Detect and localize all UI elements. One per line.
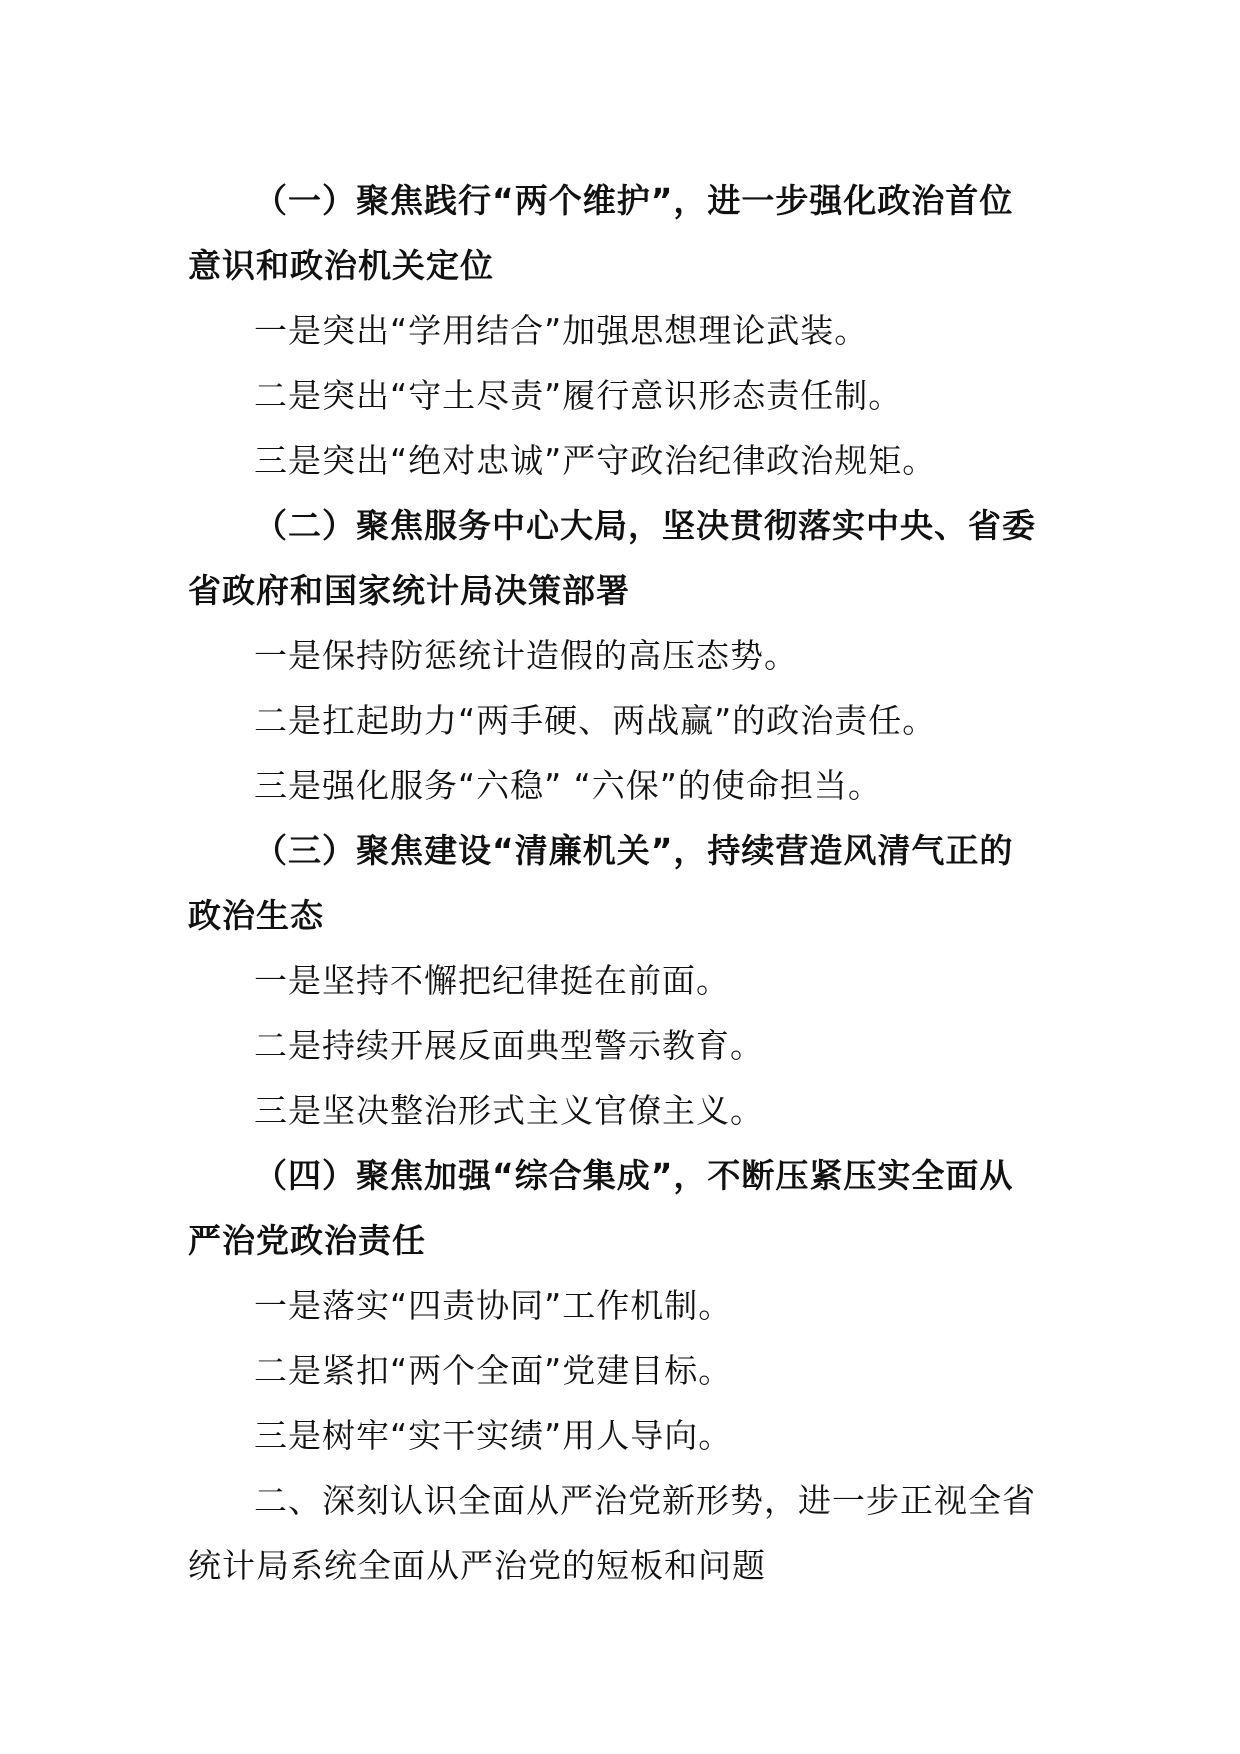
heading-1-line-1: （一）聚焦践行“两个维护”，进一步强化政治首位 bbox=[254, 181, 1014, 220]
item-4-3: 三是树牢“实干实绩”用人导向。 bbox=[254, 1416, 733, 1455]
item-3-3: 三是坚决整治形式主义官僚主义。 bbox=[254, 1091, 764, 1130]
document-body bbox=[188, 168, 1056, 1598]
heading-2-line-1: （二）聚焦服务中心大局，坚决贯彻落实中央、省委 bbox=[254, 506, 1036, 545]
heading-3-line-2: 政治生态 bbox=[188, 896, 324, 935]
heading-3-line-1: （三）聚焦建设“清廉机关”，持续营造风清气正的 bbox=[254, 831, 1014, 870]
heading-4-line-1: （四）聚焦加强“综合集成”，不断压紧压实全面从 bbox=[254, 1156, 1014, 1195]
item-3-2: 二是持续开展反面典型警示教育。 bbox=[254, 1026, 764, 1065]
item-4-1: 一是落实“四责协同”工作机制。 bbox=[254, 1286, 733, 1325]
heading-2-line-2: 省政府和国家统计局决策部署 bbox=[188, 571, 630, 610]
item-1-3: 三是突出“绝对忠诚”严守政治纪律政治规矩。 bbox=[254, 441, 937, 480]
heading-4-line-2: 严治党政治责任 bbox=[188, 1221, 426, 1260]
section-2-line-1: 二、深刻认识全面从严治党新形势，进一步正视全省 bbox=[254, 1481, 1036, 1520]
section-2-line-2: 统计局系统全面从严治党的短板和问题 bbox=[188, 1546, 766, 1585]
item-1-1: 一是突出“学用结合”加强思想理论武装。 bbox=[254, 311, 869, 350]
item-3-1: 一是坚持不懈把纪律挺在前面。 bbox=[254, 961, 730, 1000]
item-2-3: 三是强化服务“六稳” “六保”的使命担当。 bbox=[254, 766, 882, 805]
item-4-2: 二是紧扣“两个全面”党建目标。 bbox=[254, 1351, 733, 1390]
item-2-1: 一是保持防惩统计造假的高压态势。 bbox=[254, 636, 798, 675]
item-2-2: 二是扛起助力“两手硬、两战赢”的政治责任。 bbox=[254, 701, 937, 740]
item-1-2: 二是突出“守土尽责”履行意识形态责任制。 bbox=[254, 376, 903, 415]
heading-1-line-2: 意识和政治机关定位 bbox=[188, 246, 494, 285]
